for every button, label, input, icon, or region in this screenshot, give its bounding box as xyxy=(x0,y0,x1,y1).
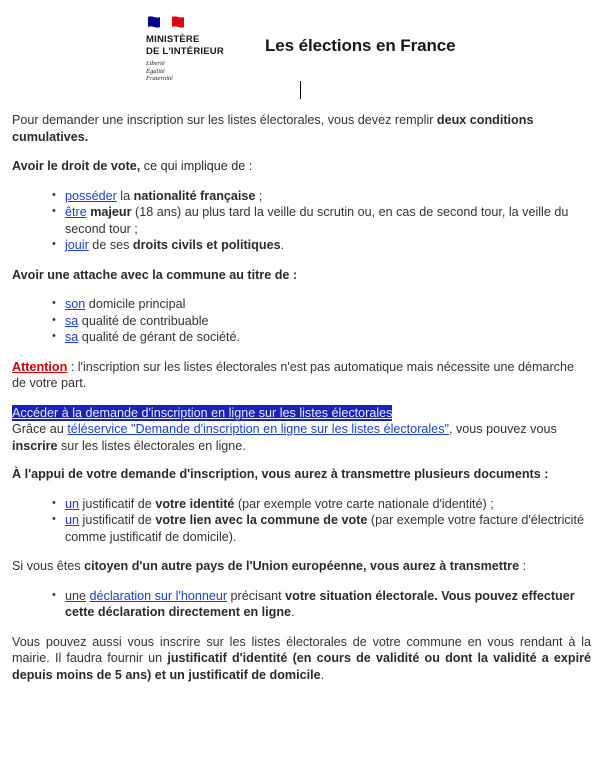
section1-heading xyxy=(12,158,591,175)
link-teleservice[interactable]: téléservice "Demande d'inscription en ligne sur les listes électorales" xyxy=(67,422,449,436)
motto-fraternite: Fraternité xyxy=(146,75,173,82)
attention-text: : l'inscription sur les listes électorales n'est pas automatique mais nécessite une démarche de votre part. xyxy=(12,359,574,390)
access-bold: inscrire xyxy=(12,438,58,453)
ministry-name-line2: DE L'INTÉRIEUR xyxy=(146,45,224,57)
item-end: . xyxy=(291,605,295,619)
item-end: (par exemple votre facture d'électricité comme justificatif de domicile). xyxy=(65,513,584,544)
item-text: qualité de gérant de société. xyxy=(78,330,241,344)
item-mid: précisant xyxy=(227,588,286,603)
closing-end: . xyxy=(320,667,325,682)
item-bold: votre identité xyxy=(155,496,235,511)
intro-text: Pour demander une inscription sur les listes électorales, vous devez remplir xyxy=(12,113,437,127)
list-item xyxy=(52,313,591,330)
link-jouir[interactable]: jouir xyxy=(65,238,89,252)
page-title: Les élections en France xyxy=(265,36,456,55)
caret-row xyxy=(0,78,603,112)
item-bold: votre lien avec la commune de vote xyxy=(155,513,368,527)
link-un-identite[interactable]: un xyxy=(65,496,80,511)
ministry-name xyxy=(146,34,241,57)
section3-heading: À l'appui de votre demande d'inscription, vous aurez à transmettre plusieurs documents : xyxy=(12,467,549,481)
french-flag-icon xyxy=(146,14,190,30)
access-line-before: Grâce au xyxy=(12,422,68,436)
list-item xyxy=(52,512,591,545)
page-header xyxy=(0,0,603,82)
item-text: qualité de contribuable xyxy=(78,313,209,328)
closing-text: Vous pouvez aussi vous inscrire sur les listes électorales de votre commune en vous rendant à la mairie. Il faudra fournir un xyxy=(12,634,591,665)
motto-egalite: Égalité xyxy=(146,67,165,75)
closing-bold: justificatif d'identité (en cours de validité ou dont la validité a expiré depuis moins de 5 ans) et un justificatif de domicile xyxy=(12,651,592,682)
section4-list xyxy=(12,588,591,621)
item-mid: justificatif de xyxy=(79,496,156,511)
item-end: (18 ans) au plus tard la veille du scrutin ou, en cas de second tour, la veille du second tour ; xyxy=(65,205,569,236)
section4-lead-after: : xyxy=(519,559,527,573)
motto-liberte: Liberté xyxy=(146,60,165,67)
link-declaration-sur-lhonneur[interactable]: déclaration sur l'honneur xyxy=(89,588,228,603)
link-etre[interactable]: être xyxy=(65,205,87,219)
intro-paragraph xyxy=(12,112,591,145)
list-item xyxy=(52,204,591,237)
section4-lead xyxy=(12,558,591,575)
link-un-lien-commune[interactable]: un xyxy=(65,513,80,527)
link-sa-contribuable[interactable]: sa xyxy=(65,313,79,328)
list-item xyxy=(52,296,591,313)
ministry-name-line1: MINISTÈRE xyxy=(146,34,200,45)
item-bold: nationalité française xyxy=(133,188,256,203)
document-content xyxy=(0,112,603,683)
closing-paragraph xyxy=(12,634,591,684)
attention-paragraph xyxy=(12,359,591,392)
list-item xyxy=(52,329,591,346)
item-text: domicile principal xyxy=(85,297,186,311)
access-line-end: sur les listes électorales en ligne. xyxy=(57,438,246,453)
item-end: . xyxy=(280,238,285,252)
item-mid: la xyxy=(116,188,134,203)
link-posseder[interactable]: posséder xyxy=(65,188,117,203)
item-bold: droits civils et politiques xyxy=(132,238,281,252)
section1-list xyxy=(12,188,591,254)
link-une[interactable]: une xyxy=(65,588,87,603)
ministry-logo xyxy=(146,14,241,83)
text-cursor-caret xyxy=(300,81,301,99)
item-bold: votre situation électorale. Vous pouvez effectuer cette déclaration directement en ligne xyxy=(65,588,575,619)
section2-list xyxy=(12,296,591,346)
list-item xyxy=(52,188,591,205)
link-acceder-demande-inscription[interactable]: Accéder à la demande d'inscription en ligne sur les listes électorales xyxy=(12,405,393,420)
section4-lead-before: Si vous êtes xyxy=(12,559,85,573)
item-end: ; xyxy=(255,188,263,203)
section1-heading-bold: Avoir le droit de vote, xyxy=(12,159,141,173)
section4-lead-bold: citoyen d'un autre pays de l'Union européenne, vous aurez à transmettre xyxy=(84,559,520,573)
attention-label[interactable]: Attention xyxy=(12,359,68,374)
item-mid: justificatif de xyxy=(79,513,156,527)
section3-list xyxy=(12,496,591,546)
list-item xyxy=(52,588,591,621)
section2-heading: Avoir une attache avec la commune au titre de : xyxy=(12,267,298,282)
item-end: (par exemple votre carte nationale d'identité) ; xyxy=(234,496,494,511)
access-paragraph xyxy=(12,405,591,455)
item-bold: majeur xyxy=(90,205,132,219)
intro-bold: deux conditions cumulatives. xyxy=(12,113,534,144)
link-son[interactable]: son xyxy=(65,297,86,311)
access-line-mid: , vous pouvez vous xyxy=(448,422,557,436)
list-item xyxy=(52,496,591,513)
item-mid: de ses xyxy=(88,238,133,252)
link-sa-gerant[interactable]: sa xyxy=(65,330,79,344)
list-item xyxy=(52,237,591,254)
section1-heading-rest: ce qui implique de : xyxy=(140,159,253,173)
